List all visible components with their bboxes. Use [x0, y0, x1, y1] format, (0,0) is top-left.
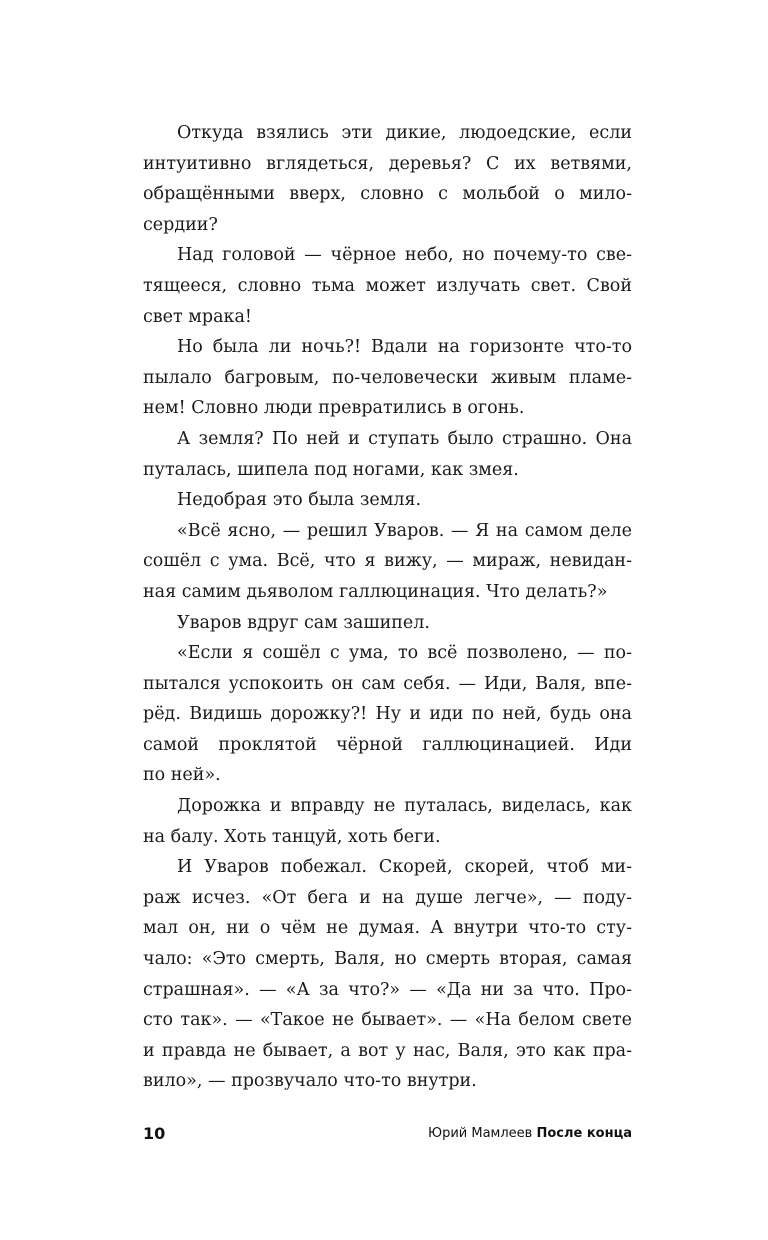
text-line: интуитивно вглядеться, деревья? С их ветвями,	[143, 153, 632, 174]
text-line: свет мрака!	[143, 306, 252, 327]
text-line: мал он, ни о чём не думая. А внутри что-то сту-	[143, 918, 632, 939]
author-name: Юрий Мамлеев	[428, 1126, 533, 1141]
text-line: на балу. Хоть танцуй, хоть беги.	[143, 826, 441, 847]
text-line: и правда не бывает, а вот у нас, Валя, это как пра-	[143, 1040, 632, 1061]
text-line: сто так». — «Такое не бывает». — «На белом свете	[143, 1010, 632, 1031]
text-line: пылало багровым, по-человечески живым пламе-	[143, 367, 632, 388]
text-line: вило», — прозвучало что-то внутри.	[143, 1071, 477, 1092]
text-line: «Всё ясно, — решил Уваров. — Я на самом деле	[177, 520, 632, 541]
text-line: нем! Словно люди превратились в огонь.	[143, 398, 525, 419]
text-line: путалась, шипела под ногами, как змея.	[143, 459, 519, 480]
text-line: по ней».	[143, 765, 221, 786]
text-line: раж исчез. «От бега и на душе легче», — поду-	[143, 887, 632, 908]
text-line: самой проклятой чёрной галлюцинацией. Иди	[143, 734, 632, 755]
text-line: страшная». — «А за что?» — «Да ни за что. Про-	[143, 979, 632, 1000]
text-line: обращёнными вверх, словно с мольбой о мило-	[143, 184, 632, 205]
text-line: «Если я сошёл с ума, то всё позволено, — по-	[177, 643, 632, 664]
text-line: Дорожка и вправду не путалась, виделась, как	[177, 796, 632, 817]
text-line: сошёл с ума. Всё, что я вижу, — мираж, невидан-	[143, 551, 632, 572]
text-line: Над головой — чёрное небо, но почему-то све-	[177, 245, 632, 266]
text-line: рёд. Видишь дорожку?! Ну и иди по ней, будь она	[143, 704, 632, 725]
text-line: тящееся, словно тьма может излучать свет. Свой	[143, 275, 632, 296]
text-line: пытался успокоить он сам себя. — Иди, Валя, впе-	[143, 673, 632, 694]
text-line: Но была ли ночь?! Вдали на горизонте что-то	[177, 337, 632, 358]
text-line: сердии?	[143, 214, 218, 235]
text-line: Уваров вдруг сам зашипел.	[177, 612, 430, 633]
text-line: чало: «Это смерть, Валя, но смерть вторая, самая	[143, 949, 632, 970]
page-footer	[143, 1122, 632, 1146]
book-title: После конца	[536, 1126, 632, 1141]
text-line: А земля? По ней и ступать было страшно. Она	[177, 428, 632, 449]
text-line: ная самим дьяволом галлюцинация. Что делать?»	[143, 581, 608, 602]
text-line: Откуда взялись эти дикие, людоедские, если	[177, 123, 632, 143]
text-line: И Уваров побежал. Скорей, скорей, чтоб ми-	[177, 857, 632, 878]
running-head	[428, 1122, 632, 1146]
page-number: 10	[143, 1124, 166, 1143]
body-text	[143, 118, 632, 1097]
text-line: Недобрая это была земля.	[177, 490, 422, 511]
